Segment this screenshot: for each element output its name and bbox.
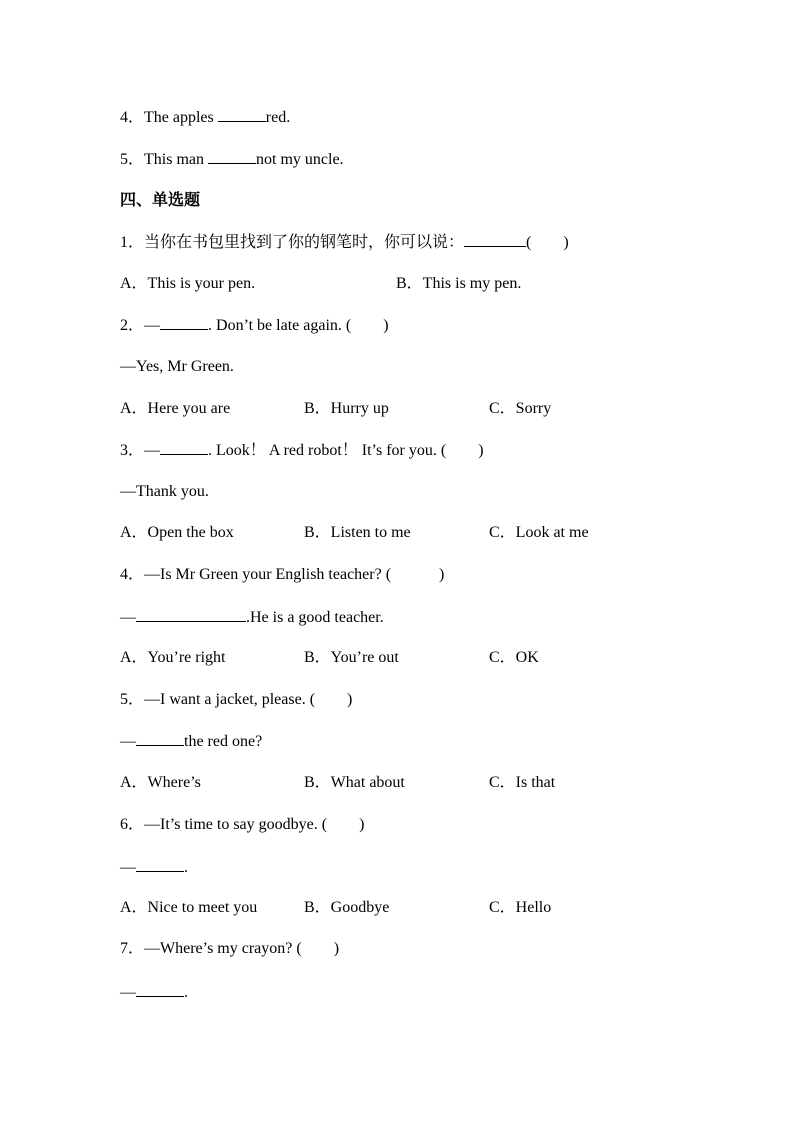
option-b[interactable]: B．Hurry up — [304, 400, 389, 417]
question-text: — — [120, 859, 136, 876]
mcq-question-1-options — [120, 274, 720, 294]
option-c[interactable]: C．Look at me — [489, 524, 589, 541]
option-a[interactable]: A．Where’s — [120, 774, 201, 791]
mcq-question-7-stem: 7．—Where’s my crayon? ( ) — [120, 940, 340, 957]
mcq-question-3-stem — [120, 440, 484, 460]
question-text: 1．当你在书包里找到了你的钢笔时，你可以说： — [120, 234, 465, 251]
answer-blank[interactable] — [136, 731, 184, 746]
question-text: 4．The apples — [120, 109, 218, 126]
option-a[interactable]: A．This is your pen. — [120, 275, 256, 292]
section-heading: 四、单选题 — [120, 190, 201, 209]
option-b[interactable]: B．Listen to me — [304, 524, 411, 541]
question-text: 2．— — [120, 317, 161, 334]
mcq-question-6-stem: 6．—It’s time to say goodbye. ( ) — [120, 816, 365, 833]
mcq-question-5-stem: 5．—I want a jacket, please. ( ) — [120, 691, 353, 708]
answer-blank[interactable] — [218, 107, 266, 122]
fill-blank-question-4 — [120, 107, 290, 127]
answer-blank[interactable] — [208, 149, 256, 164]
answer-blank[interactable] — [136, 982, 184, 997]
question-text: . Look！ A red robot！ It’s for you. ( ) — [208, 442, 484, 459]
option-c[interactable]: C．OK — [489, 649, 539, 666]
mcq-question-7-reply — [120, 982, 188, 1002]
mcq-question-4-reply — [120, 607, 384, 627]
question-text: . — [184, 859, 188, 876]
option-b[interactable]: B．Goodbye — [304, 899, 390, 916]
mcq-question-1-stem — [120, 232, 569, 252]
option-c[interactable]: C．Sorry — [489, 400, 552, 417]
mcq-question-2-options — [120, 399, 720, 419]
question-text: . — [184, 984, 188, 1001]
question-text: . Don’t be late again. ( ) — [208, 317, 389, 334]
question-text: not my uncle. — [256, 151, 344, 168]
option-b[interactable]: B．What about — [304, 774, 405, 791]
question-text: — — [120, 733, 136, 750]
question-text: 5．This man — [120, 151, 208, 168]
answer-blank[interactable] — [160, 315, 208, 330]
mcq-question-5-reply — [120, 731, 262, 751]
answer-blank[interactable] — [136, 607, 246, 622]
option-a[interactable]: A．You’re right — [120, 649, 226, 666]
option-b[interactable]: B．This is my pen. — [396, 275, 522, 292]
question-text: — — [120, 609, 136, 626]
mcq-question-4-options — [120, 648, 720, 668]
mcq-question-5-options — [120, 773, 720, 793]
question-text: the red one? — [184, 733, 263, 750]
mcq-question-6-options — [120, 898, 720, 918]
mcq-question-2-reply: —Yes, Mr Green. — [120, 358, 234, 375]
mcq-question-3-options — [120, 523, 720, 543]
option-b[interactable]: B．You’re out — [304, 649, 399, 666]
option-a[interactable]: A．Nice to meet you — [120, 899, 258, 916]
mcq-question-6-reply — [120, 857, 188, 877]
option-a[interactable]: A．Here you are — [120, 400, 231, 417]
question-text: 3．— — [120, 442, 161, 459]
answer-blank[interactable] — [136, 857, 184, 872]
question-text: — — [120, 984, 136, 1001]
fill-blank-question-5 — [120, 149, 344, 169]
option-c[interactable]: C．Is that — [489, 774, 556, 791]
answer-blank[interactable] — [464, 232, 526, 247]
question-text: .He is a good teacher. — [246, 609, 384, 626]
question-text: red. — [265, 109, 291, 126]
mcq-question-4-stem: 4．—Is Mr Green your English teacher? ( ) — [120, 566, 445, 583]
option-a[interactable]: A．Open the box — [120, 524, 234, 541]
answer-blank[interactable] — [160, 440, 208, 455]
option-c[interactable]: C．Hello — [489, 899, 552, 916]
answer-parentheses[interactable]: ( ) — [526, 234, 569, 251]
mcq-question-2-stem — [120, 315, 389, 335]
mcq-question-3-reply: —Thank you. — [120, 483, 209, 500]
